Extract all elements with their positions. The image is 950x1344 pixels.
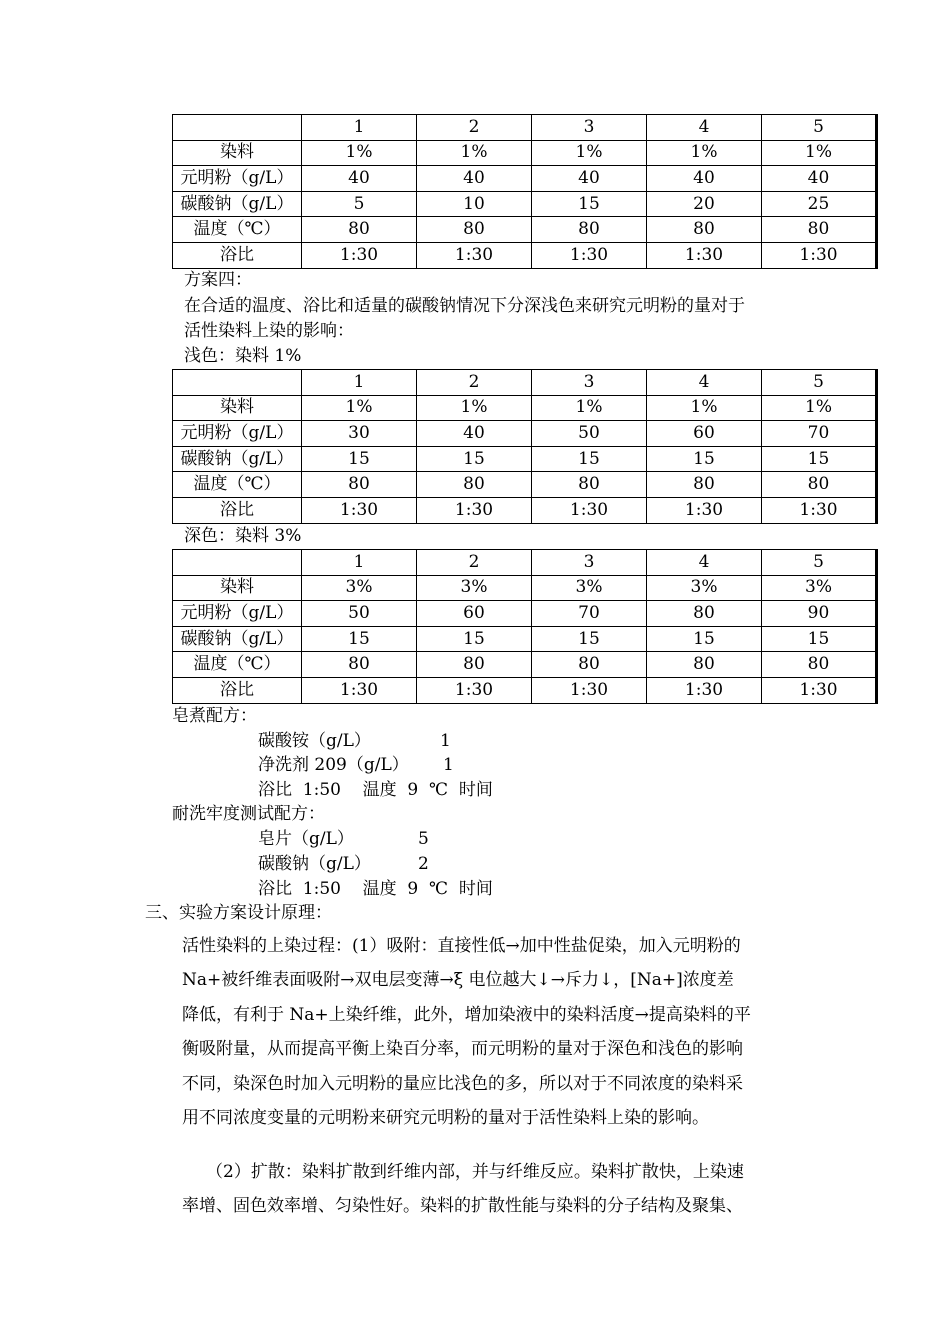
soaping-item-name: 碳酸铵（g/L）	[258, 731, 371, 751]
table-header-row	[173, 370, 877, 396]
table-cell: 80	[647, 217, 762, 243]
soaping-title: 皂煮配方：	[172, 706, 257, 726]
table-cell: 80	[417, 472, 532, 498]
table-row-label: 元明粉（g/L）	[173, 166, 302, 192]
table-cell: 80	[417, 652, 532, 678]
table-cell: 3%	[417, 575, 532, 601]
paragraph-line: 降低，有利于 Na+上染纤维，此外，增加染液中的染料活度→提高染料的平	[182, 1004, 751, 1025]
table-cell: 1%	[417, 140, 532, 166]
table-cell: 40	[762, 166, 877, 192]
paragraph-line: 活性染料的上染过程：(1）吸附：直接性低→加中性盐促染，加入元明粉的	[182, 936, 741, 956]
table-corner-cell	[173, 115, 302, 141]
table-row-label: 碳酸钠（g/L）	[173, 191, 302, 217]
table-cell: 1%	[417, 395, 532, 421]
table-row-label: 染料	[173, 575, 302, 601]
table-header-cell: 3	[532, 115, 647, 141]
table-cell: 10	[417, 191, 532, 217]
table-row	[173, 497, 877, 523]
table-cell: 3%	[647, 575, 762, 601]
table-cell: 15	[762, 626, 877, 652]
table-header-row	[173, 115, 877, 141]
table-cell: 3%	[532, 575, 647, 601]
table-row	[173, 472, 877, 498]
table-cell: 1%	[532, 140, 647, 166]
table-row-label: 染料	[173, 395, 302, 421]
table-corner-cell	[173, 370, 302, 396]
table-cell: 1%	[647, 140, 762, 166]
table-light-color	[172, 369, 878, 524]
table-header-cell: 4	[647, 115, 762, 141]
table-header-cell: 2	[417, 115, 532, 141]
table-cell: 1%	[762, 395, 877, 421]
table-cell: 80	[302, 472, 417, 498]
table-header-cell: 1	[302, 370, 417, 396]
paragraph-line: 用不同浓度变量的元明粉来研究元明粉的量对于活性染料上染的影响。	[182, 1107, 709, 1128]
table-dark-color	[172, 549, 878, 704]
table-cell: 1%	[532, 395, 647, 421]
table-cell: 15	[647, 446, 762, 472]
table-row	[173, 191, 877, 217]
table-header-cell: 5	[762, 370, 877, 396]
table-cell: 70	[532, 601, 647, 627]
table-row-label: 元明粉（g/L）	[173, 601, 302, 627]
table-cell: 1:30	[302, 497, 417, 523]
table-cell: 80	[532, 652, 647, 678]
table-cell: 40	[647, 166, 762, 192]
table-cell: 15	[302, 446, 417, 472]
table-row	[173, 395, 877, 421]
table-row-label: 碳酸钠（g/L）	[173, 446, 302, 472]
table-row-label: 元明粉（g/L）	[173, 421, 302, 447]
table-row-label: 温度（℃）	[173, 652, 302, 678]
table-cell: 1:30	[532, 497, 647, 523]
table-row	[173, 421, 877, 447]
dark-color-label: 深色：染料 3%	[184, 526, 302, 546]
table-header-cell: 4	[647, 370, 762, 396]
table-row	[173, 242, 877, 268]
section3-heading: 三、实验方案设计原理：	[145, 903, 332, 923]
plan4-desc-line1: 在合适的温度、浴比和适量的碳酸钠情况下分深浅色来研究元明粉的量对于	[184, 296, 745, 316]
table-cell: 60	[417, 601, 532, 627]
washfast-condition: 浴比 1:50 温度 9 ℃ 时间	[258, 879, 493, 899]
table-row	[173, 652, 877, 678]
table-row-label: 温度（℃）	[173, 217, 302, 243]
table-row-label: 染料	[173, 140, 302, 166]
paragraph-line: （2）扩散：染料扩散到纤维内部，并与纤维反应。染料扩散快，上染速	[206, 1162, 744, 1182]
table-cell: 80	[647, 652, 762, 678]
plan4-desc-line2: 活性染料上染的影响：	[184, 321, 354, 341]
table-cell: 1%	[647, 395, 762, 421]
paragraph-line: Na+被纤维表面吸附→双电层变薄→ξ 电位越大↓→斥力↓，[Na+]浓度差	[182, 970, 734, 991]
paragraph-line: 率增、固色效率增、匀染性好。染料的扩散性能与染料的分子结构及聚集、	[182, 1196, 743, 1217]
table-cell: 15	[762, 446, 877, 472]
table-cell: 40	[532, 166, 647, 192]
table-row-label: 浴比	[173, 242, 302, 268]
washfast-item-value: 2	[418, 854, 429, 874]
table-row-label: 温度（℃）	[173, 472, 302, 498]
soaping-item-name: 净洗剂 209（g/L）	[258, 755, 409, 775]
table-cell: 1:30	[647, 497, 762, 523]
paragraph-line: 衡吸附量，从而提高平衡上染百分率，而元明粉的量对于深色和浅色的影响	[182, 1039, 743, 1060]
table-cell: 70	[762, 421, 877, 447]
table-header-row	[173, 550, 877, 576]
table-cell: 40	[302, 166, 417, 192]
table-cell: 1:30	[762, 677, 877, 703]
table-header-cell: 2	[417, 370, 532, 396]
table-cell: 1:30	[762, 242, 877, 268]
table-row	[173, 626, 877, 652]
table-cell: 80	[532, 217, 647, 243]
table-header-cell: 4	[647, 550, 762, 576]
table-header-cell: 1	[302, 550, 417, 576]
table-cell: 40	[417, 421, 532, 447]
table-cell: 15	[417, 626, 532, 652]
table-row-label: 浴比	[173, 677, 302, 703]
table-cell: 1:30	[532, 677, 647, 703]
table-header-cell: 5	[762, 550, 877, 576]
table-cell: 20	[647, 191, 762, 217]
table-cell: 1:30	[762, 497, 877, 523]
table-cell: 1%	[762, 140, 877, 166]
table-cell: 15	[532, 626, 647, 652]
table-cell: 15	[532, 446, 647, 472]
table-row	[173, 446, 877, 472]
plan4-title: 方案四：	[184, 270, 252, 290]
paragraph-line: 不同，染深色时加入元明粉的量应比浅色的多，所以对于不同浓度的染料采	[182, 1073, 743, 1094]
table-row	[173, 140, 877, 166]
table-row	[173, 166, 877, 192]
table-carbonate-variation	[172, 114, 878, 269]
table-cell: 80	[647, 601, 762, 627]
table-row	[173, 677, 877, 703]
table-cell: 80	[647, 472, 762, 498]
table-cell: 15	[302, 626, 417, 652]
table-cell: 15	[417, 446, 532, 472]
principle-paragraph-2	[182, 1155, 822, 1224]
table-cell: 1:30	[302, 242, 417, 268]
table-cell: 80	[417, 217, 532, 243]
table-cell: 1:30	[417, 497, 532, 523]
table-row	[173, 575, 877, 601]
table-cell: 1:30	[417, 677, 532, 703]
table-cell: 40	[417, 166, 532, 192]
table-cell: 1%	[302, 140, 417, 166]
washfast-title: 耐洗牢度测试配方：	[172, 804, 325, 824]
washfast-item-value: 5	[418, 829, 429, 849]
table-cell: 90	[762, 601, 877, 627]
table-cell: 15	[532, 191, 647, 217]
table-cell: 1:30	[302, 677, 417, 703]
table-cell: 80	[762, 217, 877, 243]
table-cell: 80	[762, 472, 877, 498]
table-header-cell: 2	[417, 550, 532, 576]
soaping-item-value: 1	[443, 755, 454, 775]
table-header-cell: 3	[532, 370, 647, 396]
table-corner-cell	[173, 550, 302, 576]
table-cell: 80	[532, 472, 647, 498]
table-header-cell: 3	[532, 550, 647, 576]
table-row	[173, 217, 877, 243]
table-cell: 30	[302, 421, 417, 447]
table-cell: 15	[647, 626, 762, 652]
table-cell: 1:30	[647, 677, 762, 703]
table-cell: 60	[647, 421, 762, 447]
principle-paragraph-1	[182, 929, 822, 1135]
table-cell: 80	[762, 652, 877, 678]
soaping-item-value: 1	[440, 731, 451, 751]
table-cell: 3%	[762, 575, 877, 601]
table-cell: 3%	[302, 575, 417, 601]
washfast-item-name: 碳酸钠（g/L）	[258, 854, 371, 874]
table-header-cell: 5	[762, 115, 877, 141]
table-cell: 1:30	[647, 242, 762, 268]
table-row	[173, 601, 877, 627]
table-cell: 25	[762, 191, 877, 217]
table-cell: 5	[302, 191, 417, 217]
table-cell: 1:30	[417, 242, 532, 268]
light-color-label: 浅色：染料 1%	[184, 346, 302, 366]
table-cell: 1%	[302, 395, 417, 421]
table-row-label: 碳酸钠（g/L）	[173, 626, 302, 652]
table-cell: 50	[302, 601, 417, 627]
table-header-cell: 1	[302, 115, 417, 141]
table-cell: 80	[302, 217, 417, 243]
table-row-label: 浴比	[173, 497, 302, 523]
table-cell: 1:30	[532, 242, 647, 268]
washfast-item-name: 皂片（g/L）	[258, 829, 354, 849]
table-cell: 80	[302, 652, 417, 678]
soaping-condition: 浴比 1:50 温度 9 ℃ 时间	[258, 780, 493, 800]
table-cell: 50	[532, 421, 647, 447]
